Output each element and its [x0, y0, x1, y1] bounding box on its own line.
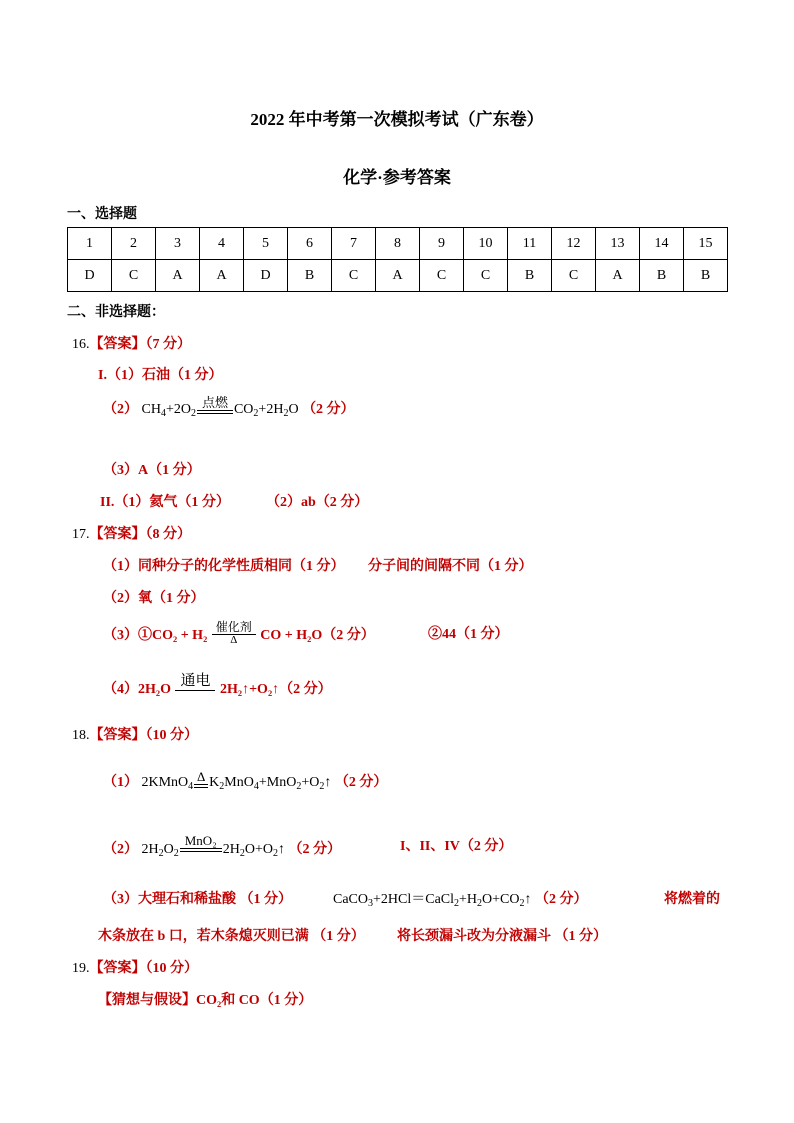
table-row-answers [68, 260, 728, 292]
question-number: 2 [112, 228, 156, 260]
q17-l4-prefix: （4）2H₂O [103, 682, 171, 697]
reaction-condition-bottom: Δ [230, 634, 238, 646]
answer-cell: C [420, 260, 464, 292]
q17-l3-suffix: CO + H₂O（2 分） [260, 628, 375, 643]
q16-line-3: （3）A（1 分） [103, 463, 201, 478]
answer-cell: D [68, 260, 112, 292]
q16-line-1: I.（1）石油（1 分） [98, 368, 223, 383]
answer-cell: C [112, 260, 156, 292]
q18-line-2b: I、II、IV（2 分） [400, 839, 513, 854]
answer-cell: B [640, 260, 684, 292]
q18-line-3a: （3）大理石和稀盐酸 （1 分） [103, 892, 292, 907]
q17-line-4 [103, 672, 332, 698]
answer-cell: D [244, 260, 288, 292]
question-number: 16. [72, 337, 90, 352]
equation-caco3-hcl: $CaCO_3+2HCl=CaCl_2+H_2O+CO_2↑$ [333, 892, 532, 909]
question-number: 17. [72, 527, 90, 542]
reaction-condition: 点燃 [201, 395, 228, 410]
reaction-condition: Δ [196, 769, 206, 784]
q18-line-2 [103, 834, 341, 859]
answer-tag: 【答案】（10 分） [89, 728, 198, 743]
answer-cell: B [684, 260, 728, 292]
q17-l4-suffix: 2H₂↑+O₂↑（2 分） [219, 682, 332, 697]
answer-tag: 【答案】（10 分） [89, 961, 198, 976]
q18-line-1 [103, 770, 387, 792]
question-18-header [72, 724, 198, 744]
question-number: 5 [244, 228, 288, 260]
q18-line-4a: 木条放在 b 口，若木条熄灭则已满 （1 分） [98, 929, 365, 944]
q18-l1-prefix: （1） [103, 775, 138, 790]
q18-l3-score: （2 分） [535, 892, 588, 907]
q18-line-3-equation [333, 888, 588, 909]
question-number: 8 [376, 228, 420, 260]
answer-cell: A [156, 260, 200, 292]
equation-ch4-combustion: $CH_4+2O_2$ 点燃 $CO_2+2H_2O$ [141, 395, 299, 419]
q17-line-1a: （1）同种分子的化学性质相同（1 分） [103, 559, 345, 574]
q18-l2-prefix: （2） [103, 842, 138, 857]
question-number: 12 [552, 228, 596, 260]
q16-l2-score: （2 分） [302, 402, 355, 417]
q16-l2-prefix: （2） [103, 402, 138, 417]
q17-line-1b: 分子间的间隔不同（1 分） [368, 559, 533, 574]
q17-line-2: （2）氧（1 分） [103, 591, 205, 606]
question-number: 1 [68, 228, 112, 260]
answer-cell: B [288, 260, 332, 292]
question-19-header [72, 957, 198, 977]
answer-cell: A [200, 260, 244, 292]
q16-line-4a: II.（1）氦气（1 分） [100, 495, 230, 510]
answer-tag: 【答案】（7 分） [89, 337, 191, 352]
q18-l2-score: （2 分） [288, 842, 341, 857]
answer-cell: C [332, 260, 376, 292]
q18-line-4b: 将长颈漏斗改为分液漏斗 （1 分） [397, 929, 607, 944]
equation-kmno4-decomposition: 2KMnO$_4$ Δ $K_2MnO_4+MnO_2+O_2↑$ [141, 769, 332, 792]
q17-l3-prefix: （3）①CO₂ + H₂ [103, 628, 208, 643]
reaction-condition: 催化剂 [215, 620, 252, 634]
question-number: 4 [200, 228, 244, 260]
reaction-condition: MnO₂ [184, 833, 217, 848]
question-number: 19. [72, 961, 90, 976]
question-17-header [72, 523, 191, 543]
q16-line-2 [103, 396, 355, 419]
table-row-numbers [68, 228, 728, 260]
section-multiple-choice: 一、选择题 [67, 207, 137, 222]
page-subtitle: 化学·参考答案 [343, 168, 451, 187]
q16-line-4b: （2）ab（2 分） [266, 495, 369, 510]
question-number: 15 [684, 228, 728, 260]
answer-table [67, 227, 728, 292]
section-non-choice: 二、非选择题： [67, 305, 165, 320]
answer-cell: A [376, 260, 420, 292]
exam-title: 2022 年中考第一次模拟考试（广东卷） [250, 110, 544, 129]
q18-line-3c: 将燃着的 [664, 892, 720, 907]
answer-tag: 【答案】（8 分） [89, 527, 191, 542]
question-number: 3 [156, 228, 200, 260]
question-number: 13 [596, 228, 640, 260]
answer-cell: C [552, 260, 596, 292]
q17-line-3 [103, 620, 375, 646]
reaction-condition: 通电 [180, 673, 211, 689]
equation-h2o2-decomposition: $2H_2O_2$ MnO₂ $2H_2O+O_2↑$ [141, 833, 285, 859]
question-16-header [72, 333, 191, 353]
q19-line-1: 【猜想与假设】CO₂和 CO（1 分） [98, 993, 313, 1008]
question-number: 9 [420, 228, 464, 260]
answer-cell: C [464, 260, 508, 292]
q17-line-3b: ②44（1 分） [428, 627, 509, 642]
question-number: 18. [72, 728, 90, 743]
question-number: 11 [508, 228, 552, 260]
answer-cell: B [508, 260, 552, 292]
q18-l1-score: （2 分） [334, 775, 388, 790]
question-number: 14 [640, 228, 684, 260]
question-number: 6 [288, 228, 332, 260]
answer-cell: A [596, 260, 640, 292]
question-number: 10 [464, 228, 508, 260]
question-number: 7 [332, 228, 376, 260]
